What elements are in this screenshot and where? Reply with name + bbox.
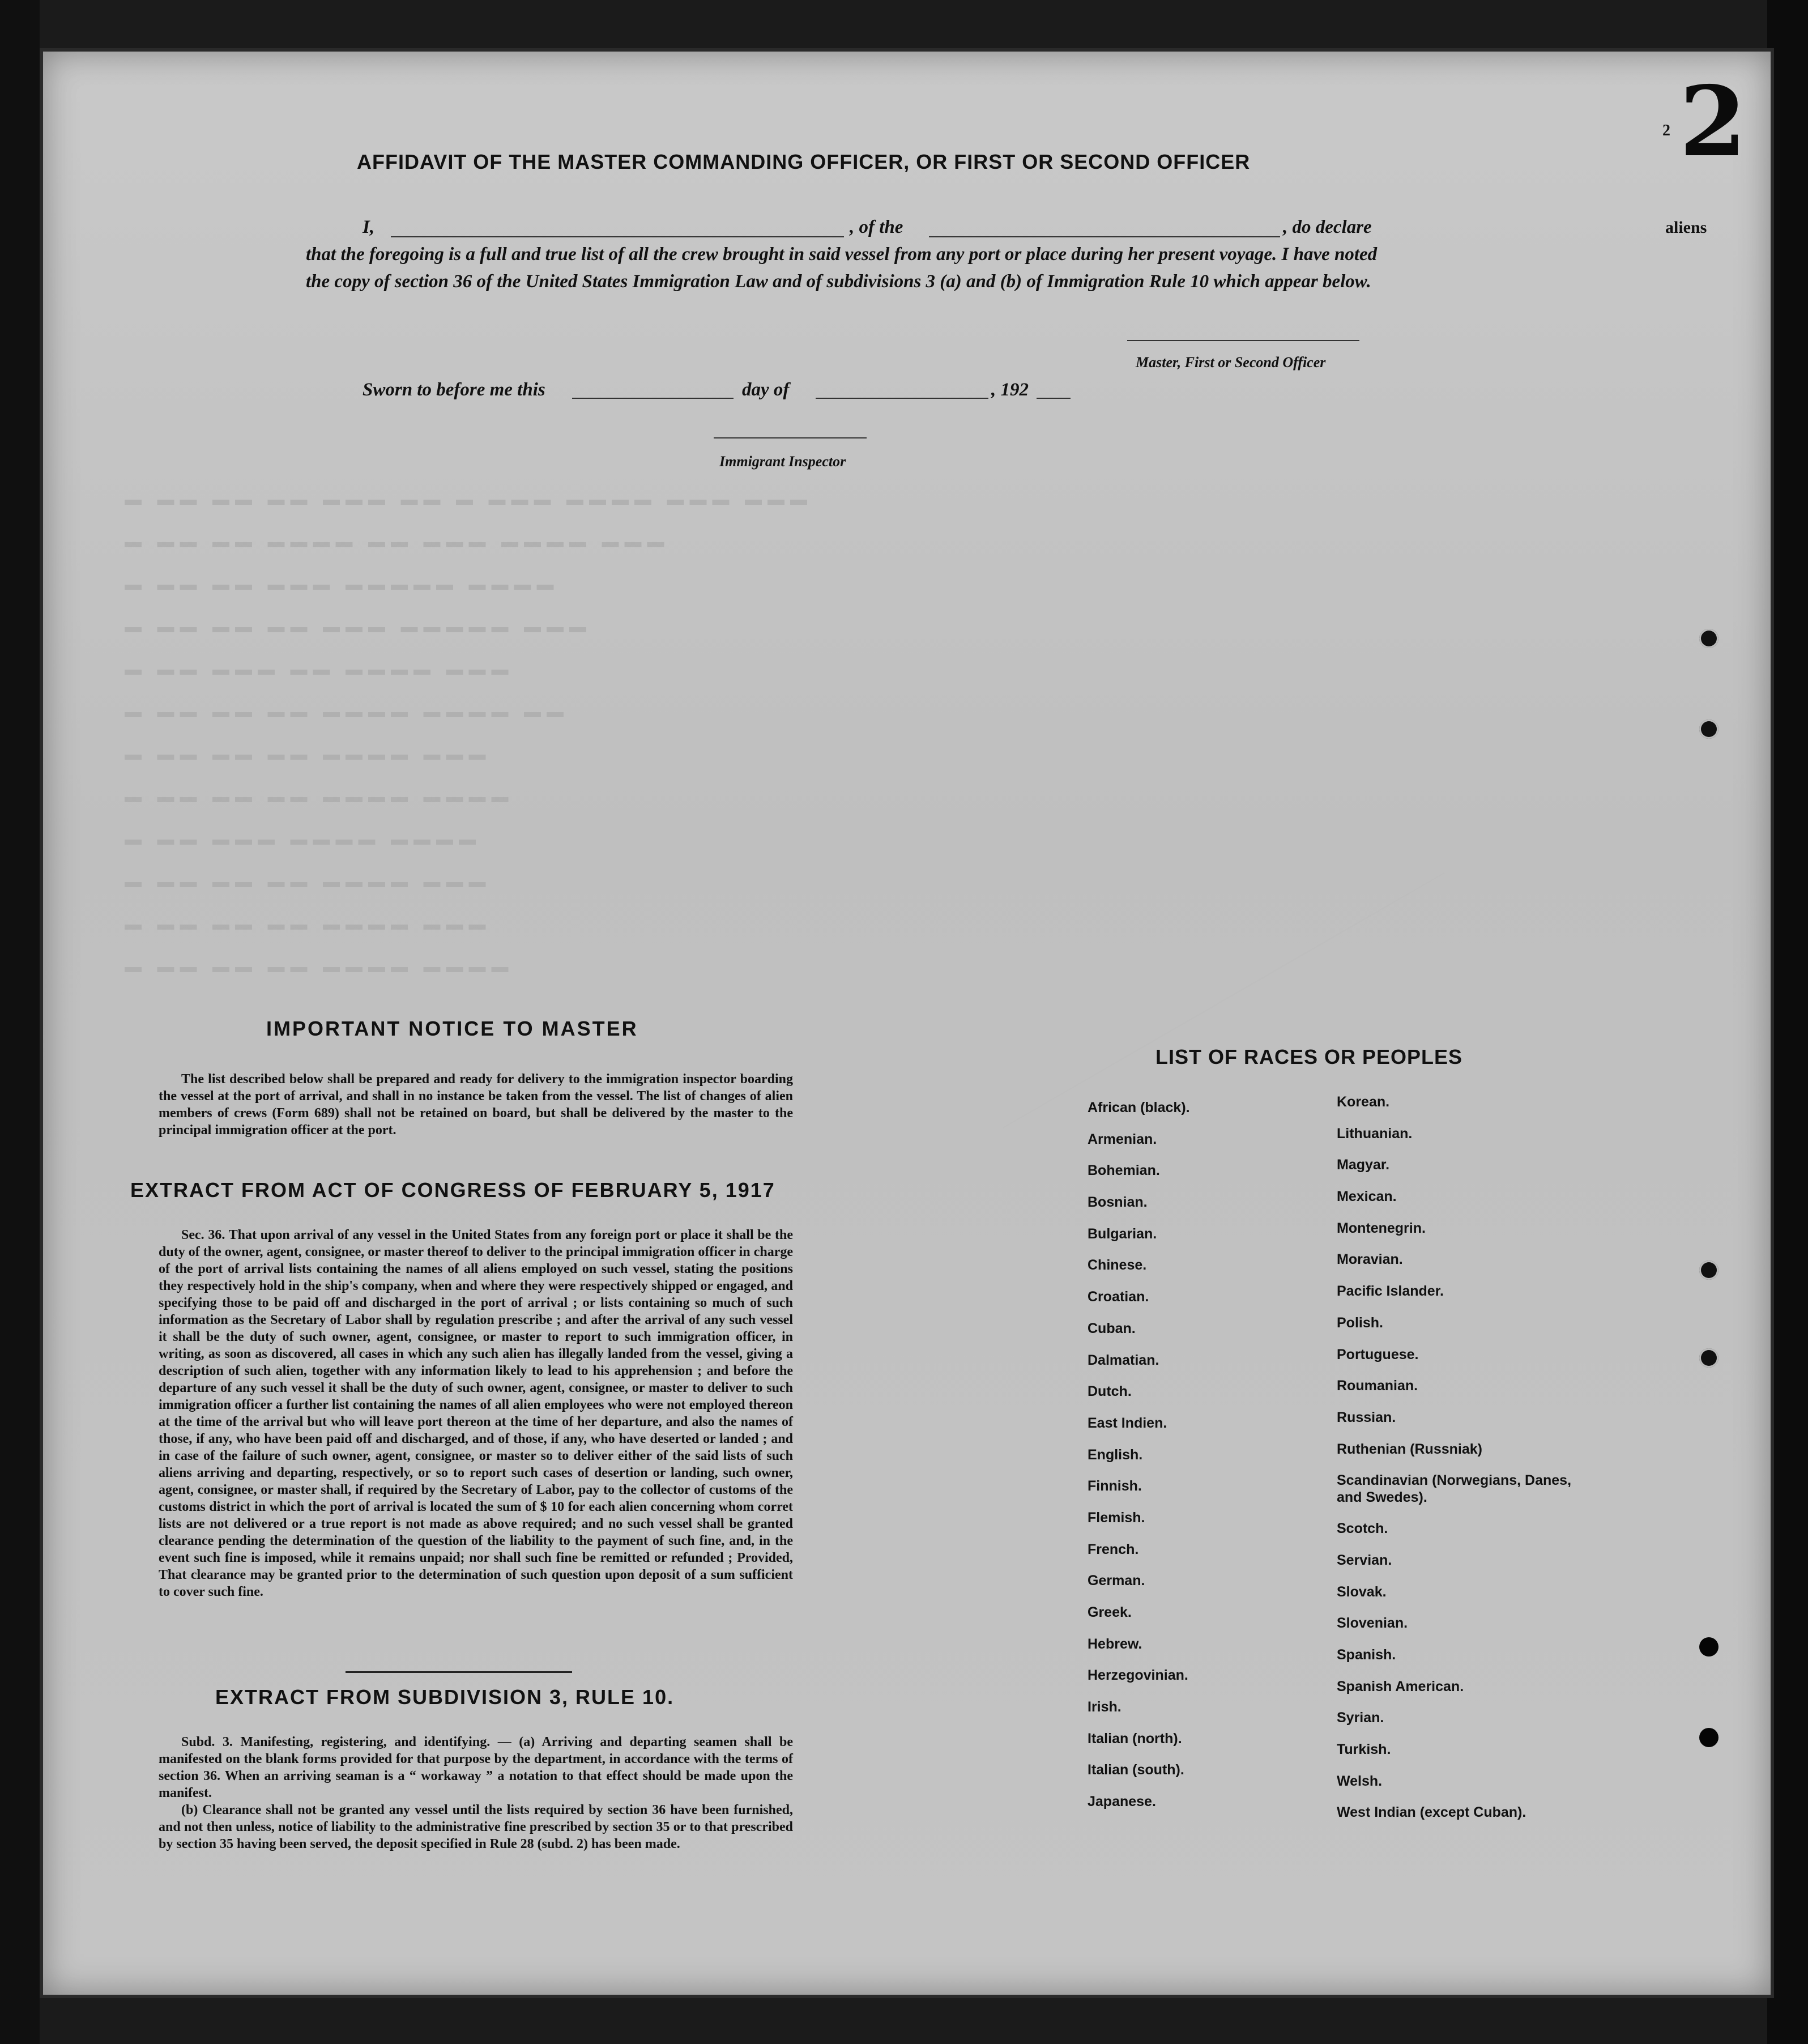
race-item: Spanish. — [1337, 1647, 1396, 1663]
race-item: Portuguese. — [1337, 1346, 1419, 1362]
bleedthrough-row: ▬ ▬▬ ▬▬ ▬▬ ▬▬▬▬ ▬▬▬▬ — [125, 957, 514, 976]
race-item: German. — [1088, 1573, 1145, 1589]
affidavit-of: , of the — [850, 217, 903, 237]
race-item: French. — [1088, 1541, 1139, 1557]
binder-hole-icon — [1699, 1637, 1719, 1657]
binder-hole-icon — [1699, 1348, 1719, 1368]
name-blank — [391, 235, 844, 237]
sworn-text: Sworn to before me this — [363, 380, 545, 400]
bleedthrough-row: ▬ ▬▬ ▬▬ ▬▬ ▬▬▬▬ ▬▬▬▬ ▬▬ — [125, 702, 569, 721]
affidavit-i: I, — [363, 217, 375, 237]
race-item: Bulgarian. — [1088, 1225, 1157, 1242]
page-number: 2 — [1679, 65, 1747, 178]
race-item: Dalmatian. — [1088, 1352, 1159, 1368]
bleedthrough-row: ▬ ▬▬ ▬▬ ▬▬ ▬▬▬ ▬▬ ▬ ▬▬▬ ▬▬▬▬ ▬▬▬ ▬▬▬ — [125, 490, 813, 509]
race-item: Bosnian. — [1088, 1194, 1148, 1211]
rule-paragraph-b: (b) Clearance shall not be granted any vessel until the lists required by section 36 have been furnished, and not then unless, notice of liability to the administrative fine prescribed by section 35 or to that prescribed by section 35 having been served, the deposit specified in Rule 28 (subd. 2) has been made. — [159, 1803, 793, 1851]
races-title: LIST OF RACES OR PEOPLES — [1155, 1045, 1463, 1068]
race-item: Armenian. — [1088, 1131, 1157, 1147]
race-item: Moravian. — [1337, 1251, 1403, 1268]
race-item: Spanish American. — [1337, 1678, 1464, 1694]
race-item: Pacific Islander. — [1337, 1283, 1444, 1300]
race-item: Russian. — [1337, 1409, 1396, 1425]
race-item: English. — [1088, 1446, 1143, 1463]
notice-title: IMPORTANT NOTICE TO MASTER — [266, 1017, 638, 1040]
scan-border-left — [0, 0, 40, 2044]
race-item: Syrian. — [1337, 1710, 1384, 1726]
binder-hole-icon — [1699, 719, 1719, 739]
rule-paragraph-a: Subd. 3. Manifesting, registering, and identifying. — (a) Arriving and departing seamen shall be manifested on the blank forms provided for that purpose by the department, in accordance with the terms of section 36. When an arriving seaman is a “ workaway ” a notation to that effect should be made upon the manifest. — [159, 1735, 793, 1800]
act-extract-title: EXTRACT FROM ACT OF CONGRESS OF FEBRUARY 5, 1917 — [130, 1178, 775, 1202]
binder-hole-icon — [1699, 1728, 1719, 1747]
race-item: Lithuanian. — [1337, 1125, 1413, 1142]
section-divider — [346, 1671, 572, 1673]
bleedthrough-row: ▬ ▬▬ ▬▬▬ ▬▬▬▬ ▬▬▬▬ — [125, 830, 481, 849]
race-item: Ruthenian (Russniak) — [1337, 1441, 1482, 1457]
affidavit-title: AFFIDAVIT OF THE MASTER COMMANDING OFFICER, OR FIRST OR SECOND OFFICER — [357, 150, 1251, 173]
notice-body: The list described below shall be prepared and ready for delivery to the immigration inspector boarding the vessel at the port of arrival, and shall in no instance be taken from the vessel. The list of changes of alien members of crews (Form 689) shall not be retained on board, but shall be delivered by the master to the principal immigration officer at the port. — [159, 1072, 793, 1138]
affidavit-body: that the foregoing is a full and true list of all the crew brought in said vessel from any port or place during her present voyage. I have noted the copy of section 36 of the United States Immigration Law and of subdivisions 3 (a) and (b) of Immigration Rule 10 which appear below. — [306, 244, 1378, 292]
act-extract-body: Sec. 36. That upon arrival of any vessel in the United States from any foreign port or place it shall be the duty of the owner, agent, consignee, or master thereof to deliver to the principal immigration officer in charge of the port of arrival lists containing the names of all aliens employed on such vessel, stating the positions they respectively hold in the ship's company, when and where they were respectively shipped or engaged, and specifying those to be paid off and discharged in the port of arrival ; or lists containing so much of such information as the Secretary of Labor shall by regulation prescribe ; and after the arrival of any such vessel it shall be the duty of such owner, agent, consignee, or master to report to such immigration officer, in writing, as soon as discovered, all cases in which any such alien has illegally landed from the vessel, giving a description of such alien, together with any information likely to lead to his apprehension ; and before the departure of any such vessel it shall be the duty of such owner, agent, consignee, or master to deliver to such immigration officer a further list containing the names of all alien employees who were not employed thereon at the time of the arrival but who will leave port thereon at the time of her departure, and also the names of those, if any, who have been paid off and discharged, and of those, if any, who have deserted or landed ; and in case of the failure of such owner, agent, consignee, or master so to deliver either of the said lists of such aliens arriving and departing, respectively, or so to report such cases of desertion or landing, such owner, agent, consignee, or master shall, if required by the Secretary of Labor, pay to the collector of customs of the customs district in which the port of arrival is located the sum of $ 10 for each alien concerning whom corret lists are not delivered or a true report is not made as above required; and no such vessel shall be granted clearance pending the determination of the question of the liability to the payment of such fine, and, in the event such fine is imposed, while it remains unpaid; nor shall such fine be remitted or refunded ; Provided, That clearance may be granted prior to the determination of such question upon deposit of a sum sufficient to cover such fine. — [159, 1228, 793, 1599]
bleedthrough-row: ▬ ▬▬ ▬▬ ▬▬▬ ▬▬▬▬▬ ▬▬▬▬ — [125, 575, 560, 594]
race-item: Scandinavian (Norwegians, Danes, and Swedes). — [1337, 1472, 1572, 1506]
race-item: Scotch. — [1337, 1521, 1388, 1537]
aliens-handwritten-note: aliens — [1665, 218, 1707, 237]
sworn-day-of: day of — [742, 380, 790, 400]
race-item: Montenegrin. — [1337, 1220, 1426, 1236]
race-item: Greek. — [1088, 1604, 1132, 1620]
race-item: Dutch. — [1088, 1383, 1132, 1400]
race-item: Italian (north). — [1088, 1730, 1182, 1747]
race-item: Cuban. — [1088, 1320, 1136, 1336]
master-label: Master, First or Second Officer — [1136, 354, 1326, 371]
race-item: Flemish. — [1088, 1509, 1145, 1526]
binder-hole-icon — [1699, 1261, 1719, 1280]
race-item: Herzegovinian. — [1088, 1667, 1188, 1684]
sworn-year: , 192 — [991, 380, 1029, 400]
sworn-year-blank — [1037, 397, 1071, 399]
race-item: Irish. — [1088, 1699, 1122, 1715]
race-item: Roumanian. — [1337, 1378, 1418, 1394]
race-item: Korean. — [1337, 1094, 1390, 1110]
race-item: Slovak. — [1337, 1583, 1387, 1600]
race-item: Welsh. — [1337, 1773, 1383, 1789]
master-signature-line — [1127, 339, 1359, 341]
sworn-day-blank — [572, 397, 734, 399]
race-item: Magyar. — [1337, 1157, 1390, 1173]
races-list-left — [1088, 1099, 1303, 1825]
race-item: Italian (south). — [1088, 1762, 1184, 1778]
race-item: East Indien. — [1088, 1415, 1167, 1431]
bleedthrough-row: ▬ ▬▬ ▬▬ ▬▬ ▬▬▬ ▬▬▬▬▬ ▬▬▬ — [125, 618, 592, 636]
race-item: Hebrew. — [1088, 1636, 1142, 1652]
rule-extract-title: EXTRACT FROM SUBDIVISION 3, RULE 10. — [215, 1685, 675, 1709]
race-item: Polish. — [1337, 1314, 1383, 1331]
race-item: Bohemian. — [1088, 1162, 1160, 1179]
bleedthrough-row: ▬ ▬▬ ▬▬ ▬▬ ▬▬▬▬ ▬▬▬ — [125, 745, 492, 764]
corner-tag: 2 — [1662, 122, 1670, 139]
inspector-signature-line — [714, 436, 867, 438]
bleedthrough-row: ▬ ▬▬ ▬▬ ▬▬ ▬▬▬▬ ▬▬▬ — [125, 872, 492, 891]
race-item: African (black). — [1088, 1100, 1190, 1115]
inspector-label: Immigrant Inspector — [719, 453, 846, 470]
race-item: Croatian. — [1088, 1289, 1149, 1305]
bleedthrough-row: ▬ ▬▬ ▬▬ ▬▬▬▬ ▬▬ ▬▬▬ ▬▬▬▬ ▬▬▬ — [125, 533, 670, 551]
rule-extract-body — [159, 1734, 793, 1853]
race-item: Servian. — [1337, 1552, 1392, 1568]
races-list-right — [1337, 1093, 1597, 1836]
affidavit-declare: , do declare — [1283, 217, 1372, 237]
bleedthrough-row: ▬ ▬▬ ▬▬ ▬▬ ▬▬▬▬ ▬▬▬ — [125, 915, 492, 934]
bleedthrough-row: ▬ ▬▬ ▬▬▬ ▬▬ ▬▬▬▬ ▬▬▬ — [125, 660, 514, 679]
vessel-blank — [929, 235, 1280, 237]
binder-hole-icon — [1699, 629, 1719, 648]
race-item: Mexican. — [1337, 1189, 1397, 1205]
sworn-month-blank — [816, 397, 988, 399]
race-item: Finnish. — [1088, 1478, 1142, 1494]
race-item: Slovenian. — [1337, 1615, 1408, 1632]
race-item: Japanese. — [1088, 1794, 1156, 1810]
race-item: West Indian (except Cuban). — [1337, 1804, 1526, 1821]
bleedthrough-row: ▬ ▬▬ ▬▬ ▬▬ ▬▬▬▬ ▬▬▬▬ — [125, 787, 514, 806]
race-item: Chinese. — [1088, 1257, 1147, 1274]
race-item: Turkish. — [1337, 1741, 1391, 1758]
